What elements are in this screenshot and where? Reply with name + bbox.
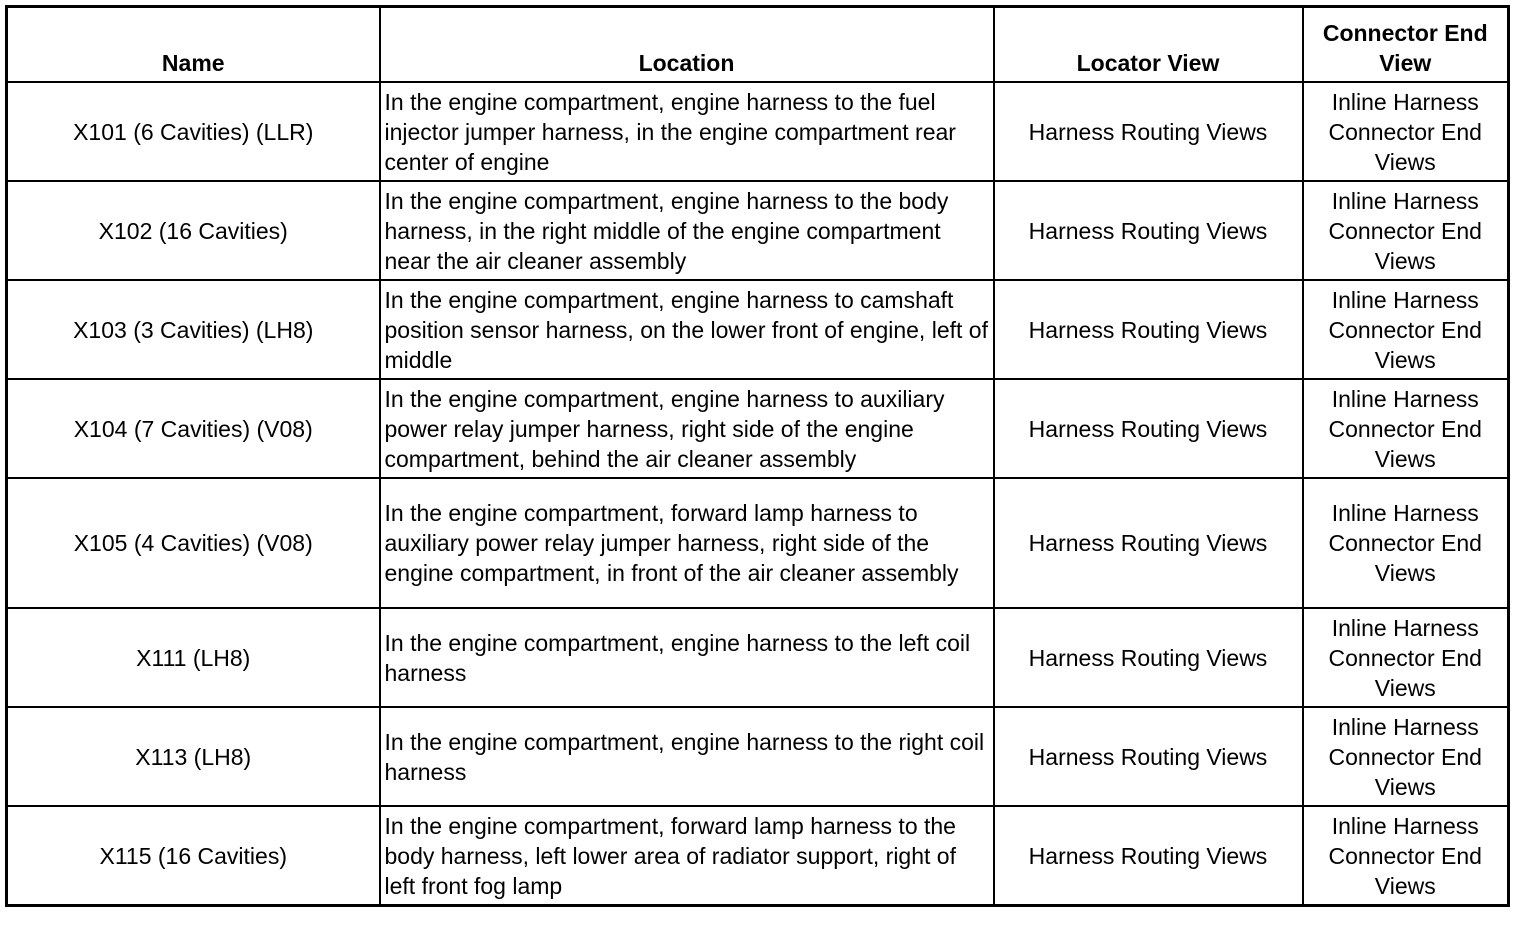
cell-connector-end-view: Inline Harness Connector End Views: [1303, 707, 1509, 806]
cell-connector-end-view: Inline Harness Connector End Views: [1303, 181, 1509, 280]
cell-locator-view: Harness Routing Views: [994, 478, 1303, 608]
table-row: [7, 608, 1509, 707]
cell-connector-end-view: Inline Harness Connector End Views: [1303, 379, 1509, 478]
cell-locator-view: Harness Routing Views: [994, 806, 1303, 906]
cell-locator-view: Harness Routing Views: [994, 379, 1303, 478]
cell-connector-end-view: Inline Harness Connector End Views: [1303, 82, 1509, 181]
header-location: Location: [380, 7, 994, 83]
table-row: [7, 806, 1509, 906]
cell-name: X115 (16 Cavities): [7, 806, 380, 906]
cell-location: In the engine compartment, engine harness to camshaft position sensor harness, on the lower front of engine, left of middle: [380, 280, 994, 379]
header-row: [7, 7, 1509, 83]
table-row: [7, 181, 1509, 280]
cell-locator-view: Harness Routing Views: [994, 82, 1303, 181]
table-row: [7, 82, 1509, 181]
header-locator-view: Locator View: [994, 7, 1303, 83]
cell-location: In the engine compartment, engine harness to the left coil harness: [380, 608, 994, 707]
cell-name: X111 (LH8): [7, 608, 380, 707]
table-row: [7, 379, 1509, 478]
cell-location: In the engine compartment, engine harness to the right coil harness: [380, 707, 994, 806]
cell-locator-view: Harness Routing Views: [994, 181, 1303, 280]
table-row: [7, 707, 1509, 806]
cell-name: X102 (16 Cavities): [7, 181, 380, 280]
cell-location: In the engine compartment, forward lamp harness to the body harness, left lower area of radiator support, right of left front fog lamp: [380, 806, 994, 906]
cell-name: X101 (6 Cavities) (LLR): [7, 82, 380, 181]
cell-locator-view: Harness Routing Views: [994, 280, 1303, 379]
cell-name: X104 (7 Cavities) (V08): [7, 379, 380, 478]
cell-connector-end-view: Inline Harness Connector End Views: [1303, 608, 1509, 707]
cell-location: In the engine compartment, forward lamp harness to auxiliary power relay jumper harness, right side of the engine compartment, in front of the air cleaner assembly: [380, 478, 994, 608]
table-row: [7, 280, 1509, 379]
cell-locator-view: Harness Routing Views: [994, 608, 1303, 707]
cell-location: In the engine compartment, engine harness to the fuel injector jumper harness, in the engine compartment rear center of engine: [380, 82, 994, 181]
cell-name: X103 (3 Cavities) (LH8): [7, 280, 380, 379]
header-connector-end-view: Connector End View: [1303, 7, 1509, 83]
connector-table: [5, 5, 1510, 907]
header-name: Name: [7, 7, 380, 83]
table-row: [7, 478, 1509, 608]
cell-connector-end-view: Inline Harness Connector End Views: [1303, 280, 1509, 379]
cell-name: X105 (4 Cavities) (V08): [7, 478, 380, 608]
cell-name: X113 (LH8): [7, 707, 380, 806]
cell-connector-end-view: Inline Harness Connector End Views: [1303, 806, 1509, 906]
cell-locator-view: Harness Routing Views: [994, 707, 1303, 806]
cell-connector-end-view: Inline Harness Connector End Views: [1303, 478, 1509, 608]
cell-location: In the engine compartment, engine harness to auxiliary power relay jumper harness, right side of the engine compartment, behind the air cleaner assembly: [380, 379, 994, 478]
cell-location: In the engine compartment, engine harness to the body harness, in the right middle of the engine compartment near the air cleaner assembly: [380, 181, 994, 280]
